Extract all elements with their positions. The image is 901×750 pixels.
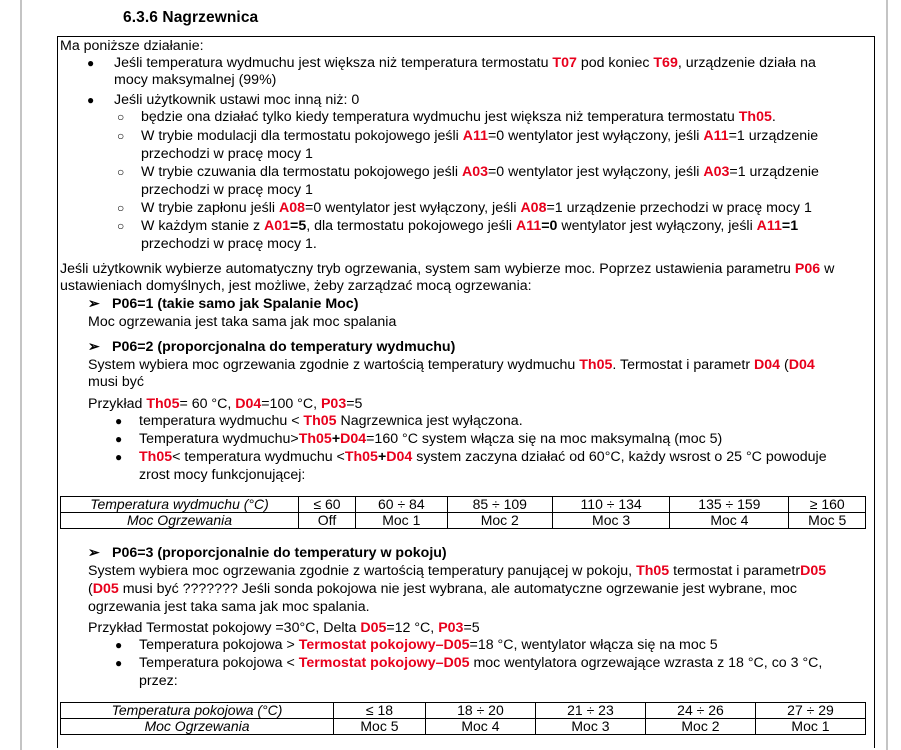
sub5-line2: przechodzi w pracę mocy 1. bbox=[141, 236, 317, 252]
table-outlet-temperature bbox=[60, 496, 866, 529]
opt2-bullet1: temperatura wydmuchu < Th05 Nagrzewnica jest wyłączona. bbox=[139, 413, 523, 429]
table-row bbox=[61, 513, 866, 529]
table-row bbox=[61, 719, 866, 735]
auto-line1: Jeśli użytkownik wybierze automatyczny tryb ogrzewania, system sam wybierze moc. Poprzez ustawienia parametru P06 w bbox=[60, 261, 835, 277]
opt2-title: P06=2 (proporcjonalna do temperatury wydmuchu) bbox=[112, 339, 456, 355]
auto-line2: ustawieniach domyślnych, jest możliwe, żeby zarządzać mocą ogrzewania: bbox=[60, 278, 532, 294]
table-row bbox=[61, 497, 866, 513]
table-cell: 24 ÷ 26 bbox=[645, 703, 755, 719]
table-cell: ≥ 160 bbox=[789, 497, 866, 513]
sub3-line2: przechodzi w pracę mocy 1 bbox=[141, 182, 313, 198]
table-header-cell: Moc Ogrzewania bbox=[61, 513, 299, 529]
page-left-border bbox=[20, 0, 22, 750]
bullet-icon: ● bbox=[115, 414, 123, 428]
table-cell: 60 ÷ 84 bbox=[356, 497, 448, 513]
table-cell: Moc 3 bbox=[535, 719, 645, 735]
opt3-bullet1: Temperatura pokojowa > Termostat pokojowy–D05=18 °C, wentylator włącza się na moc 5 bbox=[139, 637, 718, 653]
section-number: 6.3.6 bbox=[123, 9, 158, 26]
table-header-cell: Moc Ogrzewania bbox=[61, 719, 334, 735]
table-cell: Off bbox=[299, 513, 356, 529]
sub3-line1: W trybie czuwania dla termostatu pokojowego jeśli A03=0 wentylator jest wyłączony, jeśli A03=1 urządzenie bbox=[141, 164, 819, 180]
table-row bbox=[61, 703, 866, 719]
table-cell: Moc 5 bbox=[789, 513, 866, 529]
table-cell: 27 ÷ 29 bbox=[755, 703, 865, 719]
intro-text: Ma poniższe działanie: bbox=[60, 38, 204, 54]
opt1-desc: Moc ogrzewania jest taka sama jak moc spalania bbox=[88, 314, 397, 330]
opt3-desc-line1: System wybiera moc ogrzewania zgodnie z wartością temperatury panującej w pokoju, Th05 termostat i parametrD05 bbox=[88, 563, 827, 579]
arrow-bullet-icon: ➢ bbox=[88, 296, 100, 312]
opt1-title: P06=1 (takie samo jak Spalanie Moc) bbox=[112, 296, 359, 312]
table-header-cell: Temperatura wydmuchu (°C) bbox=[61, 497, 299, 513]
bullet-icon: ● bbox=[87, 56, 95, 70]
bullet-icon: ● bbox=[115, 432, 123, 446]
opt2-bullet2: Temperatura wydmuchu>Th05+D04=160 °C system włącza się na moc maksymalną (moc 5) bbox=[139, 431, 723, 447]
opt3-title: P06=3 (proporcjonalnie do temperatury w pokoju) bbox=[112, 545, 447, 561]
opt3-bullet2-line2: przez: bbox=[139, 673, 178, 689]
section-title: Nagrzewnica bbox=[162, 9, 259, 26]
table-cell: Moc 2 bbox=[447, 513, 552, 529]
table-cell: Moc 4 bbox=[670, 513, 789, 529]
circle-bullet-icon: ○ bbox=[117, 165, 125, 179]
table-cell: ≤ 18 bbox=[334, 703, 426, 719]
sub4-text: W trybie zapłonu jeśli A08=0 wentylator jest wyłączony, jeśli A08=1 urządzenie przechodzi w pracę mocy 1 bbox=[141, 200, 812, 216]
table-cell: 135 ÷ 159 bbox=[670, 497, 789, 513]
section-heading bbox=[123, 9, 258, 27]
opt2-bullet3-line2: zrost mocy funkcjonującej: bbox=[139, 467, 306, 483]
opt2-bullet3-line1: Th05< temperatura wydmuchu <Th05+D04 system zaczyna działać od 60°C, każdy wsrost o 25 °C powoduje bbox=[139, 449, 827, 465]
circle-bullet-icon: ○ bbox=[117, 110, 125, 124]
bullet1-line1: Jeśli temperatura wydmuchu jest większa niż temperatura termostatu T07 pod koniec T69, urządzenie działa na bbox=[114, 55, 816, 71]
sub2-line1: W trybie modulacji dla termostatu pokojowego jeśli A11=0 wentylator jest wyłączony, jeśli A11=1 urządzenie bbox=[141, 128, 819, 144]
table-cell: Moc 1 bbox=[755, 719, 865, 735]
opt2-example: Przykład Th05= 60 °C, D04=100 °C, P03=5 bbox=[88, 396, 363, 412]
table-header-cell: Temperatura pokojowa (°C) bbox=[61, 703, 334, 719]
table-cell: 21 ÷ 23 bbox=[535, 703, 645, 719]
arrow-bullet-icon: ➢ bbox=[88, 339, 100, 355]
bullet-icon: ● bbox=[115, 656, 123, 670]
opt2-desc-line2: musi być bbox=[88, 374, 144, 390]
opt3-desc-line3: ogrzewania jest taka sama jak moc spalania. bbox=[88, 599, 370, 615]
bullet1-line2: mocy maksymalnej (99%) bbox=[114, 72, 277, 88]
table-cell: 18 ÷ 20 bbox=[425, 703, 535, 719]
table-cell: Moc 1 bbox=[356, 513, 448, 529]
bullet-icon: ● bbox=[115, 638, 123, 652]
bullet-icon: ● bbox=[87, 93, 95, 107]
table-cell: ≤ 60 bbox=[299, 497, 356, 513]
arrow-bullet-icon: ➢ bbox=[88, 545, 100, 561]
table-cell: Moc 5 bbox=[334, 719, 426, 735]
page-right-border bbox=[886, 0, 888, 750]
sub1-text: będzie ona działać tylko kiedy temperatura wydmuchu jest większa niż temperatura termostatu Th05. bbox=[141, 109, 776, 125]
opt3-example: Przykład Termostat pokojowy =30°C, Delta D05=12 °C, P03=5 bbox=[88, 620, 480, 636]
circle-bullet-icon: ○ bbox=[117, 129, 125, 143]
table-cell: Moc 4 bbox=[425, 719, 535, 735]
opt2-desc-line1: System wybiera moc ogrzewania zgodnie z wartością temperatury wydmuchu Th05. Termostat i parametr D04 (D04 bbox=[88, 357, 815, 373]
circle-bullet-icon: ○ bbox=[117, 201, 125, 215]
opt3-desc-line2: (D05 musi być ??????? Jeśli sonda pokojowa nie jest wybrana, ale automatyczne ogrzewanie jest wybrane, moc bbox=[88, 581, 797, 597]
table-cell: 85 ÷ 109 bbox=[447, 497, 552, 513]
sub2-line2: przechodzi w pracę mocy 1 bbox=[141, 146, 313, 162]
table-cell: 110 ÷ 134 bbox=[552, 497, 669, 513]
circle-bullet-icon: ○ bbox=[117, 219, 125, 233]
bullet2-text: Jeśli użytkownik ustawi moc inną niż: 0 bbox=[114, 92, 360, 108]
bullet-icon: ● bbox=[115, 450, 123, 464]
table-cell: Moc 3 bbox=[552, 513, 669, 529]
opt3-bullet2-line1: Temperatura pokojowa < Termostat pokojowy–D05 moc wentylatora ogrzewające wzrasta z 18 °C, co 3 °C, bbox=[139, 655, 823, 671]
table-cell: Moc 2 bbox=[645, 719, 755, 735]
table-room-temperature bbox=[60, 702, 866, 735]
sub5-line1: W każdym stanie z A01=5, dla termostatu pokojowego jeśli A11=0 wentylator jest wyłączony, jeśli A11=1 bbox=[141, 218, 799, 234]
